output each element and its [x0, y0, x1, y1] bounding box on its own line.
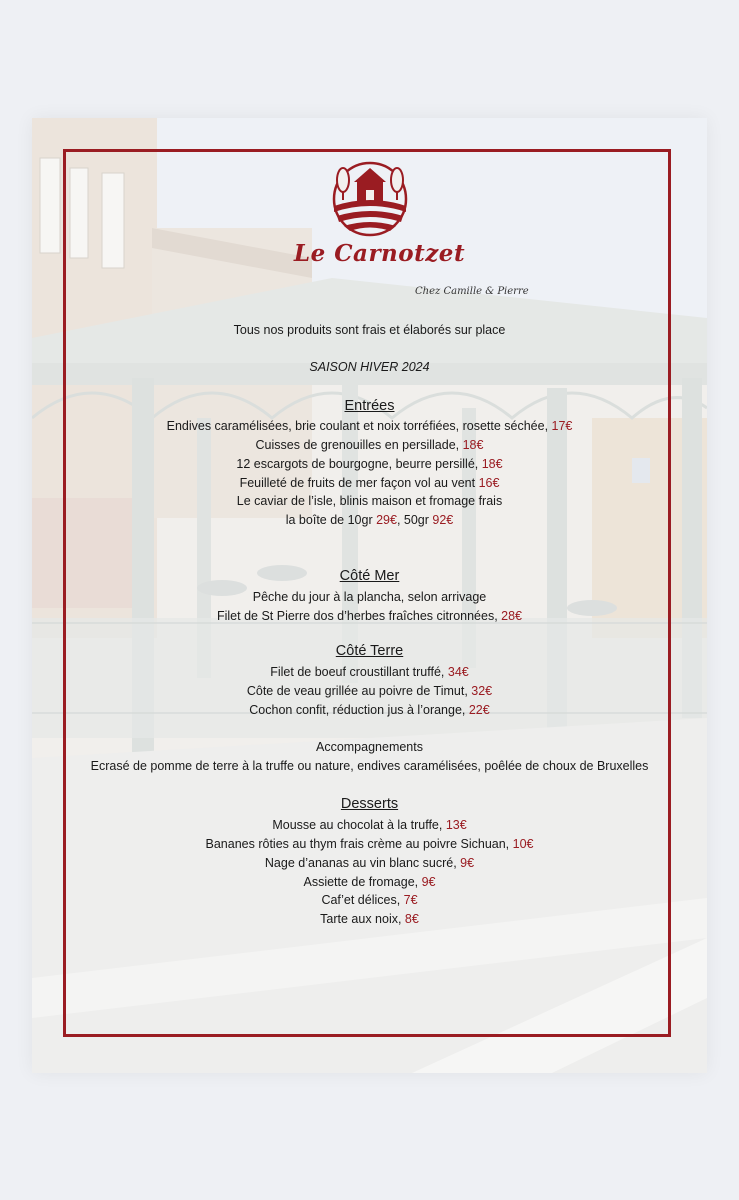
- menu-item: Mousse au chocolat à la truffe, 13€: [272, 818, 467, 832]
- menu-item: Pêche du jour à la plancha, selon arrivage: [252, 590, 487, 604]
- menu-item: Filet de St Pierre dos d’herbes fraîches citronnées, 28€: [216, 609, 523, 623]
- section-heading-cote-terre: Côté Terre: [335, 643, 404, 659]
- menu-item-detail: la boîte de 10gr 29€, 50gr 92€: [285, 513, 454, 527]
- menu-item: 12 escargots de bourgogne, beurre persillé, 18€: [236, 457, 503, 471]
- menu-page: [32, 118, 707, 1073]
- menu-item: Côte de veau grillée au poivre de Timut, 32€: [246, 684, 493, 698]
- menu-item: Feuilleté de fruits de mer façon vol au vent 16€: [239, 476, 500, 490]
- menu-item: Le caviar de l’isle, blinis maison et fromage frais: [236, 494, 503, 508]
- menu-item: Cuisses de grenouilles en persillade, 18€: [255, 438, 484, 452]
- restaurant-tagline: Chez Camille & Pierre: [415, 286, 529, 297]
- menu-item: Bananes rôties au thym frais crème au poivre Sichuan, 10€: [205, 837, 534, 851]
- menu-item: Nage d’ananas au vin blanc sucré, 9€: [264, 856, 475, 870]
- vineyard-house-logo-icon: [330, 160, 410, 238]
- restaurant-name: Le Carnotzet: [293, 240, 466, 267]
- menu-item: Endives caramélisées, brie coulant et noix torréfiées, rosette séchée, 17€: [166, 419, 573, 433]
- section-heading-entrees: Entrées: [344, 398, 395, 414]
- menu-item: Cochon confit, réduction jus à l’orange, 22€: [249, 703, 490, 717]
- section-heading-cote-mer: Côté Mer: [339, 568, 400, 584]
- menu-item: Tarte aux noix, 8€: [320, 912, 419, 926]
- accompagnements-text: Ecrasé de pomme de terre à la truffe ou nature, endives caramélisées, poêlée de choux de Bruxelles: [90, 759, 649, 773]
- intro-text: Tous nos produits sont frais et élaborés sur place: [233, 323, 506, 337]
- section-heading-desserts: Desserts: [340, 796, 399, 812]
- season-label: SAISON HIVER 2024: [309, 360, 430, 374]
- menu-item: Assiette de fromage, 9€: [303, 875, 436, 889]
- section-heading-accompagnements: Accompagnements: [315, 740, 423, 754]
- menu-item: Filet de boeuf croustillant truffé, 34€: [270, 665, 469, 679]
- menu-item: Caf’et délices, 7€: [321, 893, 418, 907]
